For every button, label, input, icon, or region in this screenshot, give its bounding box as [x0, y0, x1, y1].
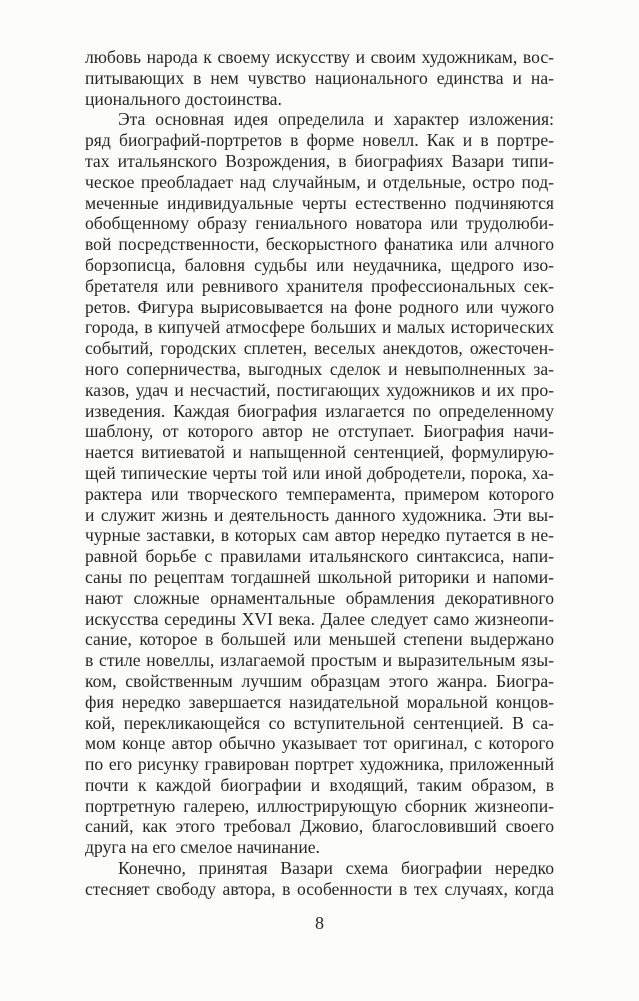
text-line: ряд биографий-портретов в форме новелл. Как и в портре- — [85, 130, 554, 151]
text-line: кой, перекликающейся со вступительной сентенцией. В са- — [85, 712, 554, 733]
text-line: и служит жизнь и деятельность данного художника. Эти вы- — [85, 504, 554, 525]
page-number: 8 — [315, 913, 324, 933]
text-line: ческое преобладает над случайным, и отдельные, остро под- — [85, 171, 554, 192]
text-line: ного соперничества, выгодных сделок и невыполненных за- — [85, 358, 554, 379]
text-line: щей типические черты той или иной добродетели, порока, ха- — [85, 462, 554, 483]
text-line: по его рисунку гравирован портрет художника, приложенный — [85, 754, 554, 775]
text-line: обобщенному образу гениального новатора или трудолюби- — [85, 213, 554, 234]
text-line: саний, как этого требовал Джовио, благословивший своего — [85, 816, 554, 837]
text-line: бретателя или ревнивого хранителя профессиональных сек- — [85, 275, 554, 296]
text-line: Эта основная идея определила и характер изложения: — [118, 109, 554, 130]
text-line: ком, свойственным лучшим образцам этого жанра. Биогра- — [85, 670, 554, 691]
text-line: событий, городских сплетен, веселых анекдотов, ожесточен- — [85, 338, 554, 359]
text-line: нают сложные орнаментальные обрамления декоративного — [85, 587, 554, 608]
text-line: мом конце автор обычно указывает тот оригинал, с которого — [85, 733, 554, 754]
text-line: сание, которое в большей или меньшей степени выдержано — [85, 629, 554, 650]
text-line: борзописца, баловня судьбы или неудачника, щедрого изо- — [85, 254, 554, 275]
text-line: портретную галерею, иллюстрирующую сборник жизнеопи- — [85, 795, 554, 816]
text-line: Конечно, принятая Вазари схема биографии нередко — [118, 858, 554, 879]
text-line: ретов. Фигура вырисовывается на фоне родного или чужого — [85, 296, 554, 317]
text-line: любовь народа к своему искусству и своим художникам, вос- — [85, 47, 554, 67]
text-line: казов, удач и несчастий, постигающих художников и их про- — [85, 379, 554, 400]
text-line: равной борьбе с правилами итальянского синтаксиса, напи- — [85, 546, 554, 567]
text-line: друга на его смелое начинание. — [85, 837, 320, 858]
text-line: питывающих в нем чувство национального единства и на- — [85, 67, 554, 88]
text-line: меченные индивидуальные черты естественно подчиняются — [85, 192, 554, 213]
text-line: города, в кипучей атмосфере больших и малых исторических — [85, 317, 554, 338]
text-line: тах итальянского Возрождения, в биографиях Вазари типи- — [85, 150, 554, 171]
page-body-text — [85, 47, 554, 900]
text-line: шаблону, от которого автор не отступает. Биография начи- — [85, 421, 554, 442]
text-line: саны по рецептам тогдашней школьной риторики и напоми- — [85, 566, 554, 587]
text-line: рактера или творческого темперамента, примером которого — [85, 483, 554, 504]
text-line: почти к каждой биографии и входящий, таким образом, в — [85, 774, 554, 795]
text-line: в стиле новеллы, излагаемой простым и выразительным язы- — [85, 650, 554, 671]
text-line: искусства середины XVI века. Далее следует само жизнеопи- — [85, 608, 554, 629]
text-line: чурные заставки, в которых сам автор нередко путается в не- — [85, 525, 554, 546]
text-line: вой посредственности, бескорыстного фанатика или алчного — [85, 234, 554, 255]
text-line: фия нередко завершается назидательной моральной концов- — [85, 691, 554, 712]
text-line: ционального достоинства. — [85, 88, 282, 109]
text-line: нается витиеватой и напыщенной сентенцией, формулирую- — [85, 442, 554, 463]
text-line: изведения. Каждая биография излагается по определенному — [85, 400, 554, 421]
text-line: стесняет свободу автора, в особенности в тех случаях, когда — [85, 878, 554, 899]
